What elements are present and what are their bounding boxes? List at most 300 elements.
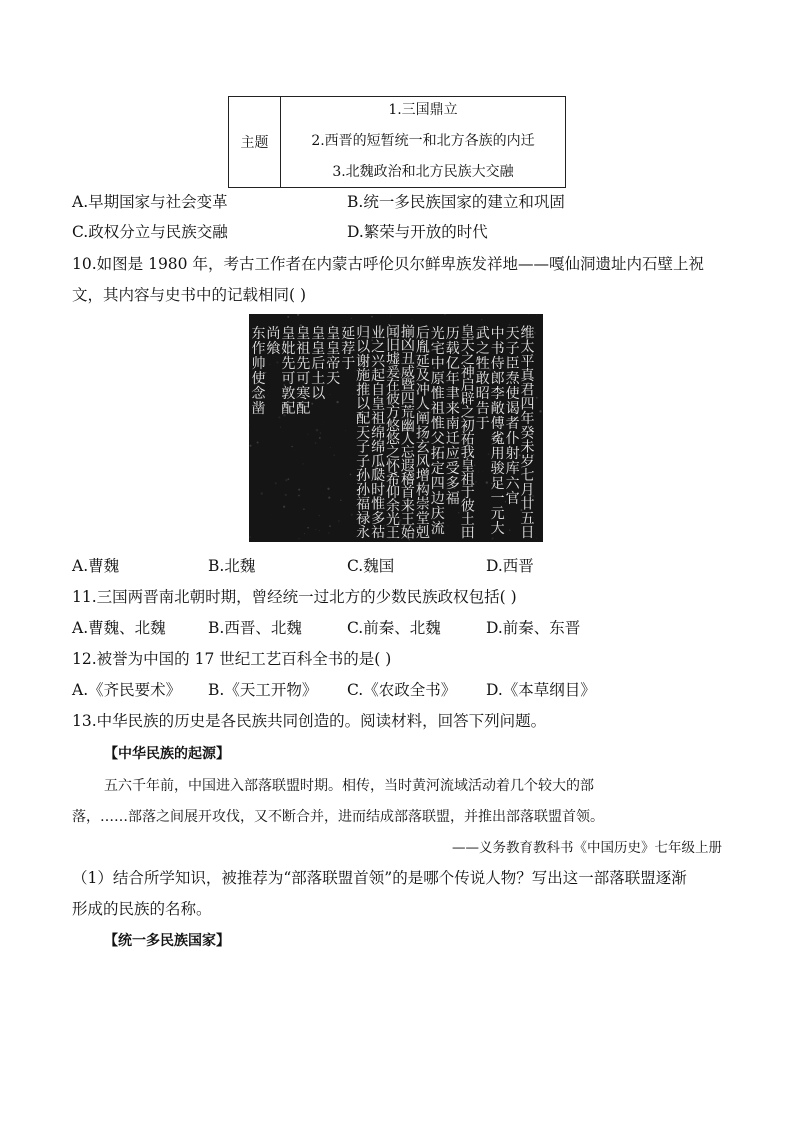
inscription-char: 射 — [505, 446, 520, 462]
inscription-char: 帅 — [251, 356, 266, 372]
inscription-char: 中 — [430, 356, 445, 372]
inscription-char: 怀 — [386, 458, 400, 475]
rubbing-texture-dot — [528, 314, 529, 315]
q12-option-d: D.《本草纲目》 — [486, 681, 596, 699]
inscription-char: 瓜 — [371, 453, 386, 470]
inscription-char: 首 — [400, 485, 415, 502]
inscription-char: 绵 — [371, 439, 386, 456]
rubbing-texture-dot — [345, 430, 346, 431]
rubbing-texture-dot — [336, 401, 338, 403]
inscription-char: 飨 — [266, 341, 281, 357]
inscription-char: 增 — [415, 468, 430, 485]
inscription-char: 福 — [445, 491, 460, 507]
material2-header: 【统一多民族国家】 — [104, 933, 230, 949]
inscription-char: 傅 — [490, 416, 505, 432]
rubbing-texture-dot — [509, 529, 510, 530]
inscription-char: 天 — [505, 326, 520, 342]
inscription-char: 凿 — [251, 401, 266, 417]
inscription-char: 李 — [490, 386, 505, 402]
q12-option-b: B.《天工开物》 — [208, 681, 318, 699]
rubbing-texture-dot — [444, 314, 445, 315]
inscription-char: 流 — [430, 521, 445, 537]
q9-option-d: D.繁荣与开放的时代 — [347, 223, 488, 241]
q10-option-b: B.北魏 — [208, 557, 256, 575]
inscription-char: 自 — [371, 382, 386, 399]
inscription-char: 希 — [386, 471, 400, 488]
rubbing-texture-dot — [298, 322, 299, 323]
rubbing-texture-dot — [270, 364, 271, 365]
theme-items — [281, 97, 565, 187]
inscription-char: 之 — [371, 339, 386, 356]
inscription-char: 祖 — [460, 471, 475, 488]
inscription-char: 之 — [475, 341, 490, 357]
inscription-char: 郎 — [490, 371, 505, 387]
inscription-char: 之 — [460, 351, 475, 368]
inscription-char: 延 — [415, 353, 430, 370]
inscription-char: 六 — [505, 476, 520, 492]
rubbing-texture-dot — [285, 479, 287, 481]
rubbing-texture-dot — [329, 525, 331, 527]
inscription-char: 后 — [415, 325, 430, 342]
inscription-char: 凶 — [400, 338, 415, 355]
inscription-char: 来 — [400, 498, 415, 515]
rubbing-texture-dot — [316, 429, 319, 432]
inscription-char: 载 — [445, 341, 460, 357]
inscription-char: 方 — [386, 405, 400, 421]
rubbing-texture-dot — [276, 361, 278, 363]
q11-option-c: C.前秦、北魏 — [347, 619, 441, 637]
inscription-char: 堂 — [415, 510, 430, 527]
inscription-char: 历 — [445, 326, 460, 342]
rubbing-texture-dot — [307, 527, 309, 529]
inscription-char: 敢 — [475, 371, 490, 387]
inscription-char: 配 — [281, 401, 296, 417]
rubbing-texture-dot — [298, 495, 300, 497]
rubbing-texture-dot — [351, 514, 353, 516]
rubbing-texture-dot — [411, 319, 412, 320]
inscription-char: 真 — [520, 368, 535, 385]
rubbing-texture-dot — [294, 450, 295, 451]
rubbing-texture-dot — [303, 463, 304, 464]
rubbing-texture-dot — [483, 472, 484, 473]
rubbing-texture-dot — [303, 508, 305, 510]
rubbing-texture-dot — [350, 474, 352, 476]
q10-option-a: A.曹魏 — [72, 557, 120, 575]
inscription-char: 子 — [356, 439, 371, 456]
inscription-char: 惟 — [430, 386, 445, 402]
inscription-char: 皇 — [296, 326, 311, 342]
rubbing-texture-dot — [287, 316, 289, 318]
rubbing-texture-dot — [351, 318, 352, 319]
inscription-char: 惟 — [371, 496, 386, 513]
inscription-char: 孙 — [356, 468, 371, 485]
inscription-char: 推 — [356, 382, 371, 399]
inscription-char: 人 — [400, 431, 415, 448]
inscription-char: 癸 — [520, 425, 535, 442]
rubbing-texture-dot — [315, 529, 316, 530]
inscription-char: 福 — [356, 496, 371, 513]
inscription-char: 四 — [430, 476, 445, 492]
inscription-char: 作 — [251, 341, 266, 357]
inscription-char: 牲 — [475, 356, 490, 372]
rubbing-texture-dot — [298, 489, 300, 491]
inscription-char: 敦 — [281, 386, 296, 402]
inscription-char: 拓 — [430, 446, 445, 462]
inscription-char: 官 — [505, 491, 520, 507]
inscription-char: 五 — [520, 510, 535, 527]
rubbing-texture-dot — [350, 457, 351, 458]
inscription-char: 未 — [520, 439, 535, 456]
rubbing-texture-dot — [535, 354, 536, 355]
rubbing-texture-dot — [475, 481, 477, 483]
rubbing-texture-dot — [445, 314, 446, 315]
q12-option-c: C.《农政全书》 — [347, 681, 457, 699]
inscription-char: 天 — [460, 338, 475, 355]
rubbing-texture-dot — [352, 394, 353, 395]
material1-line1: 五六千年前，中国进入部落联盟时期。相传，当时黄河流域活动着几个较大的部 — [104, 778, 594, 794]
inscription-char: 崇 — [415, 496, 430, 513]
inscription-char: 起 — [371, 368, 386, 385]
inscription-char: 可 — [281, 371, 296, 387]
inscription-char: 辟 — [460, 391, 475, 408]
rubbing-texture-dot — [249, 424, 250, 425]
inscription-char: 光 — [430, 326, 445, 342]
material1-header: 【中华民族的起源】 — [104, 746, 230, 762]
rubbing-texture-dot — [536, 538, 537, 539]
inscription-char: 遐 — [400, 458, 415, 475]
inscription-char: 昭 — [475, 386, 490, 402]
inscription-char: 定 — [430, 461, 445, 477]
inscription-char: 库 — [505, 461, 520, 477]
inscription-char: 宅 — [430, 341, 445, 357]
inscription-char: 敞 — [490, 401, 505, 417]
inscription-char: 可 — [296, 371, 311, 387]
inscription-char: 瓞 — [371, 468, 386, 485]
rubbing-texture-dot — [304, 533, 305, 534]
inscription-char: 尚 — [266, 326, 281, 342]
rubbing-texture-dot — [285, 494, 287, 496]
rubbing-texture-dot — [535, 379, 536, 380]
rubbing-texture-dot — [319, 530, 320, 531]
q11-option-a: A.曹魏、北魏 — [72, 619, 166, 637]
inscription-char: 先 — [296, 356, 311, 372]
inscription-char: 仆 — [505, 431, 520, 447]
inscription-char: 彼 — [460, 498, 475, 515]
inscription-char: 多 — [371, 510, 386, 527]
q13-sub1-line1: （1）结合所学知识，被推荐为“部落联盟首领”的是哪个传说人物？写出这一部落联盟逐渐 — [72, 869, 687, 887]
inscription-char: 阐 — [415, 411, 430, 427]
inscription-char: 应 — [445, 446, 460, 462]
inscription-char: 冲 — [415, 382, 430, 399]
inscription-char: 廿 — [520, 496, 535, 513]
inscription-char: 月 — [520, 482, 535, 499]
rubbing-texture-dot — [338, 520, 340, 522]
inscription-char: 剋 — [415, 525, 430, 542]
theme-label: 主题 — [229, 97, 281, 187]
q9-option-a: A.早期国家与社会变革 — [72, 193, 228, 211]
inscription-char: 原 — [430, 371, 445, 387]
theme-item: 2.西晋的短暂统一和北方各族的内迁 — [311, 133, 535, 149]
rubbing-texture-dot — [458, 512, 459, 513]
inscription-char: 念 — [251, 386, 266, 402]
q13-sub1-line2: 形成的民族的名称。 — [72, 900, 212, 918]
rubbing-texture-dot — [315, 442, 317, 444]
q10-stem-line2: 文，其内容与史书中的记载相同( ) — [72, 286, 307, 304]
inscription-char: 绵 — [371, 425, 386, 442]
inscription-char: 余 — [386, 498, 400, 515]
rubbing-texture-dot — [297, 314, 299, 316]
rubbing-texture-dot — [536, 397, 538, 399]
inscription-char: 悠 — [386, 418, 400, 435]
inscription-char: 平 — [520, 353, 535, 370]
inscription-char: 足 — [490, 476, 505, 492]
inscription-char: 帝 — [326, 356, 341, 372]
inscription-char: 先 — [281, 356, 296, 372]
rubbing-texture-dot — [328, 497, 330, 499]
rubbing-texture-dot — [486, 481, 488, 483]
material1-line2: 落，……部落之间展开攻伐，又不断合并，进而结成部落联盟，并推出部落联盟首领。 — [72, 809, 604, 825]
inscription-char: 使 — [251, 371, 266, 387]
inscription-char: 君 — [520, 382, 535, 399]
inscription-char: 一 — [490, 491, 505, 507]
q13-stem: 13.中华民族的历史是各民族共同创造的。阅读材料，回答下列问题。 — [72, 712, 547, 730]
q11-option-b: B.西晋、北魏 — [208, 619, 302, 637]
inscription-char: 旧 — [386, 338, 400, 355]
inscription-char: 玄 — [415, 439, 430, 456]
rubbing-texture-dot — [333, 454, 335, 456]
inscription-char: 大 — [490, 521, 505, 537]
inscription-char: 风 — [415, 453, 430, 470]
inscription-char: 彼 — [386, 391, 400, 408]
inscription-char: 扬 — [415, 425, 430, 442]
inscription-char: 兴 — [371, 353, 386, 370]
inscription-char: 及 — [415, 368, 430, 385]
inscription-char: 始 — [400, 525, 415, 542]
inscription-char: 臣 — [505, 356, 520, 372]
inscription-char: 皇 — [460, 458, 475, 475]
inscription-char: 焘 — [505, 371, 520, 387]
rubbing-texture-dot — [307, 434, 308, 435]
rubbing-texture-dot — [318, 515, 319, 516]
inscription-char: 元 — [490, 506, 505, 522]
inscription-char: 天 — [356, 425, 371, 442]
rubbing-texture-dot — [320, 432, 322, 434]
q9-option-b: B.统一多民族国家的建立和巩固 — [347, 193, 565, 211]
rubbing-texture-dot — [278, 416, 280, 418]
inscription-char: 皇 — [326, 341, 341, 357]
rubbing-texture-dot — [267, 395, 268, 396]
rubbing-texture-dot — [321, 486, 322, 487]
inscription-char: 禄 — [356, 510, 371, 527]
rubbing-texture-dot — [271, 515, 272, 516]
rubbing-texture-dot — [249, 536, 251, 538]
rubbing-texture-dot — [536, 315, 537, 316]
rubbing-texture-dot — [481, 319, 482, 320]
inscription-char: 四 — [520, 396, 535, 413]
rubbing-texture-dot — [330, 447, 331, 448]
inscription-char: 皇 — [326, 326, 341, 342]
rubbing-texture-dot — [275, 482, 277, 484]
inscription-char: 启 — [460, 378, 475, 395]
q12-option-a: A.《齐民要术》 — [72, 681, 182, 699]
inscription-char: 后 — [311, 356, 326, 372]
inscription-char: 以 — [311, 386, 326, 402]
inscription-char: 荐 — [341, 341, 356, 357]
inscription-char: 闻 — [386, 324, 400, 341]
inscription-char: 南 — [445, 416, 460, 432]
inscription-char: 武 — [475, 326, 490, 342]
rubbing-texture-dot — [260, 492, 263, 495]
inscription-char: 墟 — [386, 351, 400, 368]
inscription-char: 之 — [386, 445, 400, 462]
inscription-char: 威 — [400, 364, 415, 381]
rubbing-texture-dot — [390, 316, 391, 317]
rubbing-texture-dot — [492, 537, 494, 539]
q9-option-c: C.政权分立与民族交融 — [72, 223, 228, 241]
rubbing-texture-dot — [291, 446, 293, 448]
rubbing-texture-dot — [330, 394, 331, 395]
inscription-char: 来 — [445, 401, 460, 417]
inscription-char: 皇 — [460, 324, 475, 341]
inscription-char: 人 — [415, 396, 430, 413]
rubbing-texture-dot — [311, 403, 313, 405]
inscription-char: 祖 — [296, 341, 311, 357]
inscription-char: 年 — [520, 411, 535, 427]
inscription-char: 时 — [371, 482, 386, 499]
inscription-char: 暨 — [400, 378, 415, 395]
inscription-char: 皇 — [311, 326, 326, 342]
inscription-char: 者 — [505, 416, 520, 432]
inscription-char: 骏 — [490, 461, 505, 477]
inscription-rubbing-image — [249, 314, 543, 542]
rubbing-texture-dot — [371, 316, 373, 318]
inscription-char: 祐 — [460, 431, 475, 448]
inscription-char: 祖 — [430, 401, 445, 417]
inscription-char: 配 — [356, 411, 371, 427]
inscription-char: 构 — [415, 482, 430, 499]
inscription-char: 仰 — [386, 485, 400, 502]
q10-stem-line1: 10.如图是 1980 年，考古工作者在内蒙古呼伦贝尔鲜卑族发祥地——嘎仙洞遗址内石壁上祝 — [72, 255, 704, 273]
inscription-char: 以 — [356, 396, 371, 413]
inscription-char: 荒 — [400, 405, 415, 421]
inscription-char: 皇 — [371, 396, 386, 413]
q11-stem: 11.三国两晋南北朝时期，曾经统一过北方的少数民族政权包括( ) — [72, 588, 517, 606]
rubbing-texture-dot — [323, 422, 324, 423]
inscription-char: 迁 — [445, 431, 460, 447]
inscription-char: 聿 — [445, 386, 460, 402]
rubbing-texture-dot — [340, 500, 341, 501]
material1-source: ——义务教育教科书《中国历史》七年级上册 — [452, 840, 722, 856]
rubbing-texture-dot — [456, 317, 457, 318]
rubbing-texture-dot — [322, 424, 323, 425]
q10-option-c: C.魏国 — [347, 557, 395, 575]
inscription-char: 祖 — [371, 411, 386, 427]
q10-option-d: D.西晋 — [486, 557, 534, 575]
inscription-char: 庆 — [430, 506, 445, 522]
inscription-svg — [249, 314, 543, 542]
inscription-char: 于 — [475, 416, 490, 432]
inscription-char: 皇 — [311, 341, 326, 357]
inscription-char: 谢 — [356, 353, 371, 370]
inscription-char: 维 — [520, 325, 535, 342]
inscription-char: 归 — [356, 325, 371, 342]
rubbing-texture-dot — [288, 478, 290, 480]
inscription-char: 多 — [445, 476, 460, 492]
inscription-char: 用 — [490, 446, 505, 462]
inscription-char: 父 — [430, 431, 445, 447]
inscription-char: 于 — [341, 356, 356, 372]
rubbing-texture-dot — [298, 538, 299, 539]
inscription-char: 告 — [475, 401, 490, 417]
inscription-char: 孙 — [356, 482, 371, 499]
inscription-char: 忘 — [400, 445, 415, 462]
rubbing-texture-dot — [283, 506, 285, 508]
inscription-char: 太 — [520, 339, 535, 356]
inscription-char: 天 — [326, 371, 341, 387]
inscription-char: 我 — [460, 445, 475, 462]
rubbing-texture-dot — [448, 526, 449, 527]
theme-table — [228, 96, 566, 188]
inscription-char: 爰 — [386, 364, 400, 381]
inscription-char: 业 — [371, 325, 386, 342]
rubbing-texture-dot — [478, 472, 479, 473]
inscription-char: 胤 — [415, 339, 430, 356]
inscription-char: 之 — [460, 405, 475, 421]
inscription-char: 以 — [356, 339, 371, 356]
inscription-char: 日 — [520, 525, 535, 542]
inscription-char: 寒 — [296, 386, 311, 402]
inscription-char: 稽 — [400, 471, 415, 488]
inscription-char: 子 — [505, 341, 520, 357]
inscription-char: 光 — [386, 511, 400, 528]
inscription-char: 皇 — [281, 326, 296, 342]
inscription-char: 谒 — [505, 401, 520, 417]
inscription-char: 土 — [460, 511, 475, 528]
inscription-char: 在 — [386, 378, 400, 395]
q12-stem: 12.被誉为中国的 17 世纪工艺百科全书的是( ) — [72, 650, 392, 668]
inscription-char: 亿 — [445, 356, 460, 372]
inscription-char: 边 — [430, 491, 445, 507]
inscription-char: 丑 — [400, 351, 415, 368]
inscription-char: 东 — [251, 326, 266, 342]
inscription-char: 配 — [296, 401, 311, 417]
inscription-char: 悠 — [386, 431, 400, 448]
inscription-char: 祜 — [371, 525, 386, 542]
inscription-char: 四 — [400, 391, 415, 408]
inscription-char: 岁 — [520, 453, 535, 470]
inscription-char: 幽 — [400, 418, 415, 435]
rubbing-texture-dot — [328, 532, 329, 533]
rubbing-texture-dot — [488, 453, 490, 455]
inscription-char: 王 — [386, 525, 400, 542]
inscription-char: 施 — [356, 368, 371, 385]
inscription-char: 使 — [505, 386, 520, 402]
inscription-char: 书 — [490, 341, 505, 357]
inscription-char: 年 — [445, 371, 460, 387]
inscription-char: 七 — [520, 468, 535, 485]
rubbing-texture-dot — [346, 320, 347, 321]
inscription-char: 延 — [341, 326, 356, 342]
rubbing-texture-dot — [249, 445, 251, 447]
inscription-char: 侍 — [490, 356, 505, 372]
inscription-char: 㝹 — [490, 431, 505, 447]
rubbing-texture-dot — [257, 442, 259, 444]
inscription-char: 土 — [311, 371, 326, 387]
inscription-char: 妣 — [281, 341, 296, 357]
inscription-char: 中 — [490, 326, 505, 342]
inscription-char: 初 — [460, 418, 475, 435]
inscription-char: 田 — [460, 525, 475, 542]
